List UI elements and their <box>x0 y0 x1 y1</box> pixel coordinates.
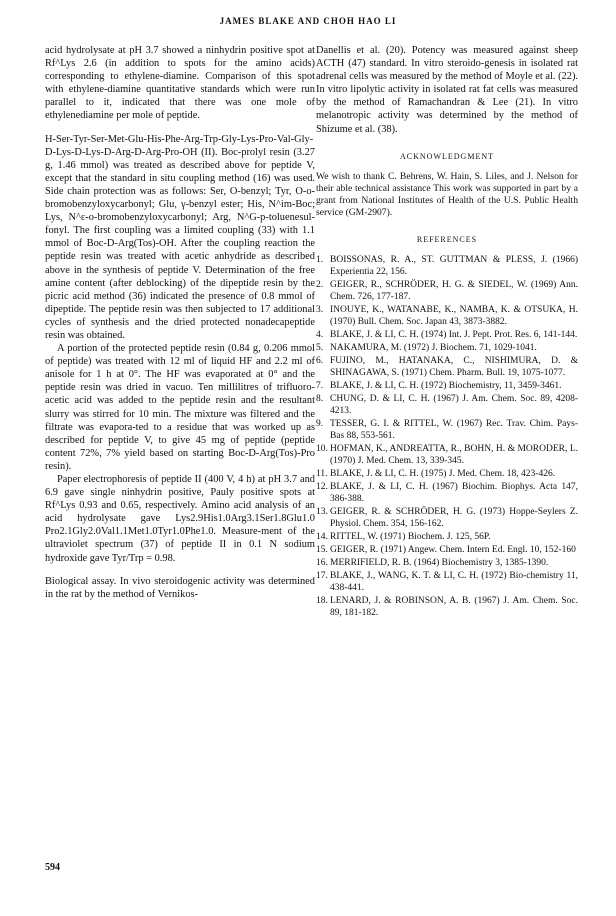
reference-text: GEIGER, R., SCHRÖDER, H. G. & SIEDEL, W. (1969) Ann. Chem. 726, 177-187. <box>330 279 578 302</box>
running-header: JAMES BLAKE AND CHOH HAO LI <box>219 16 397 26</box>
reference-item <box>316 468 578 480</box>
reference-item <box>316 342 578 354</box>
reference-item <box>316 557 578 569</box>
reference-number: 7. <box>316 380 324 391</box>
reference-text: HOFMAN, K., ANDREATTA, R., BOHN, H. & MORODER, L. (1970) J. Med. Chem. 13, 339-345. <box>330 443 578 466</box>
reference-text: BLAKE, J. & LI, C. H. (1967) Biochim. Biophys. Acta 147, 386-388. <box>330 481 578 504</box>
reference-text: BLAKE, J. & LI, C. H. (1974) Int. J. Pept. Prot. Res. 6, 141-144. <box>330 329 578 340</box>
reference-text: GEIGER, R. (1971) Angew. Chem. Intern Ed. Engl. 10, 152-160 <box>330 544 576 555</box>
reference-text: BLAKE, J. & LI, C. H. (1975) J. Med. Chem. 18, 423-426. <box>330 468 556 479</box>
reference-text: MERRIFIELD, R. B. (1964) Biochemistry 3, 1385-1390. <box>330 557 549 568</box>
reference-text: FUJINO, M., HATANAKA, C., NISHIMURA, D. & SHINAGAWA, S. (1971) Chem. Pharm. Bull. 19, 1075-1077. <box>330 355 578 378</box>
reference-item <box>316 443 578 467</box>
reference-item <box>316 506 578 530</box>
reference-text: INOUYE, K., WATANABE, K., NAMBA, K. & OTSUKA, H. (1970) Bull. Chem. Soc. Japan 43, 3873-3882. <box>330 304 578 327</box>
reference-text: TESSER, G. I. & RITTEL, W. (1967) Rec. Trav. Chim. Pays-Bas 88, 553-561. <box>330 418 578 441</box>
reference-number: 10. <box>316 443 328 454</box>
reference-number: 5. <box>316 342 324 353</box>
reference-text: CHUNG, D. & LI, C. H. (1967) J. Am. Chem. Soc. 89, 4208-4213. <box>330 393 578 416</box>
reference-item <box>316 380 578 392</box>
acknowledgment-text: We wish to thank C. Behrens, W. Hain, S. Liles, and J. Nelson for their able technical assistance This work was supported in part by a grant from National Institutes of Health of the U.S. Public Health service (GM-2907). <box>316 170 578 218</box>
reference-number: 9. <box>316 418 324 429</box>
reference-item <box>316 254 578 278</box>
reference-item <box>316 570 578 594</box>
reference-item <box>316 304 578 328</box>
paragraph-hf-cleavage: A portion of the protected peptide resin (0.84 g, 0.206 mmol of peptide) was treated with 12 ml of liquid HF and 2.2 ml of anisole for 1 h at 0°. The HF was evaporated at 0° and the peptide resin was dried in vacuo. Ten millilitres of trifluoro-acetic acid was added to the peptide resin and the resultant slurry was stirred for 10 min. The mixture was filtered and the filtrate was evapora-ted to a residue that was worked up as described for peptide V, to give 45 mg of peptide (peptide content 72%, 7% yield based on starting Boc-D-Arg(Tos)-Pro resin). <box>45 343 315 472</box>
reference-text: GEIGER, R. & SCHRÖDER, H. G. (1973) Hoppe-Seylers Z. Physiol. Chem. 354, 156-162. <box>330 506 578 529</box>
reference-text: RITTEL, W. (1971) Biochem. J. 125, 56P. <box>330 531 491 542</box>
reference-number: 11. <box>316 468 328 479</box>
paragraph-hydrolysate: acid hydrolysate at pH 3.7 showed a ninhydrin positive spot at Rf^Lys 2.6 (in addition to spots for the amino acids) corresponding to ethylene-diamine. Comparison of this spot with ethylene-diamine quantitative standards which were run parallel to it, indicated that there was one mole of ethylenediamine per mole of peptide. <box>45 45 315 122</box>
paragraph-assay-methods: Danellis et al. (20). Potency was measured against sheep ACTH (47) standard. In vitro steroido-genesis in isolated rat adrenal cells was measured by the method of Moyle et al. (22). In vitro lipolytic activity in isolated rat fat cells was measured by the method of Ramachandran & Lee (21). In vitro melanotropic activity was determined by the method of Shizume et al. (38). <box>316 45 578 135</box>
reference-number: 4. <box>316 329 324 340</box>
reference-number: 6. <box>316 355 324 366</box>
reference-number: 1. <box>316 254 324 265</box>
reference-text: BLAKE, J. & LI, C. H. (1972) Biochemistry, 11, 3459-3461. <box>330 380 562 391</box>
reference-item <box>316 329 578 341</box>
left-column <box>45 44 315 601</box>
reference-number: 18. <box>316 595 328 606</box>
references-heading: REFERENCES <box>416 234 478 244</box>
paragraph-peptide-ii-synthesis: H-Ser-Tyr-Ser-Met-Glu-His-Phe-Arg-Trp-Gly-Lys-Pro-Val-Gly-D-Lys-D-Lys-D-Arg-D-Arg-Pro-OH (II). Boc-prolyl resin (3.27 g, 1.46 mmol) was treated as described above for peptide V, except that the standard in situ coupling method (16) was used. Side chain protection was as follows: Ser, O-benzyl; Tyr, O-o-bromobenzyloxycarbonyl; Glu, γ-benzyl ester; His, N^im-Boc; Lys, N^ε-o-bromobenzyloxycarbonyl; Arg, N^G-p-toluenesul-fonyl. The first coupling was a limited coupling (33) with 1.1 mmol of Boc-D-Arg(Tos)-OH. After the coupling reaction the peptide resin was treated with acetic anhydride as described above in the synthesis of peptide V. Determination of the free amine content (after deblocking) of the dipeptide resin by the picric acid method (36) indicated the presence of 0.8 mmol of dipeptide. The peptide resin was then subjected to 17 additional cycles of synthesis and the dried protected nonadecapeptide resin was obtained. <box>45 133 315 341</box>
reference-item <box>316 418 578 442</box>
reference-number: 14. <box>316 531 328 542</box>
reference-number: 16. <box>316 557 328 568</box>
reference-number: 13. <box>316 506 328 517</box>
reference-item <box>316 393 578 417</box>
paragraph-electrophoresis: Paper electrophoresis of peptide II (400 V, 4 h) at pH 3.7 and 6.9 gave single ninhydrin positive, Pauly positive spots at Rf^Lys 0.93 and 0.65, respectively. Amino acid analysis of an acid hydrolysate gave Lys2.9His1.0Arg3.1Ser1.8Glu1.0 Pro2.1Gly2.0Val1.1Met1.0Tyr1.0Phe1.0. Measure-ment of the ultraviolet spectrum (37) of peptide II in 0.1 N sodium hydroxide gave Tyr/Trp = 0.98. <box>45 474 315 564</box>
right-column <box>316 44 578 620</box>
reference-text: NAKAMURA, M. (1972) J. Biochem. 71, 1029-1041. <box>330 342 537 353</box>
reference-number: 17. <box>316 570 328 581</box>
acknowledgment-heading: ACKNOWLEDGMENT <box>400 151 494 161</box>
reference-text: BLAKE, J., WANG, K. T. & LI, C. H. (1972) Bio-chemistry 11, 438-441. <box>330 570 578 593</box>
reference-text: BOISSONAS, R. A., ST. GUTTMAN & PLESS, J. (1966) Experientia 22, 156. <box>330 254 578 277</box>
reference-item <box>316 355 578 379</box>
reference-text: LENARD, J. & ROBINSON, A. B. (1967) J. Am. Chem. Soc. 89, 181-182. <box>330 595 578 618</box>
reference-number: 3. <box>316 304 324 315</box>
reference-item <box>316 595 578 619</box>
reference-number: 12. <box>316 481 328 492</box>
page-number: 594 <box>45 862 60 873</box>
reference-number: 2. <box>316 279 324 290</box>
reference-item <box>316 481 578 505</box>
reference-number: 8. <box>316 393 324 404</box>
reference-item <box>316 279 578 303</box>
reference-number: 15. <box>316 544 328 555</box>
paragraph-biological-assay: Biological assay. In vivo steroidogenic activity was determined in the rat by the method of Vernikos- <box>45 575 315 600</box>
reference-list <box>316 254 578 619</box>
reference-item <box>316 531 578 543</box>
reference-item <box>316 544 578 556</box>
